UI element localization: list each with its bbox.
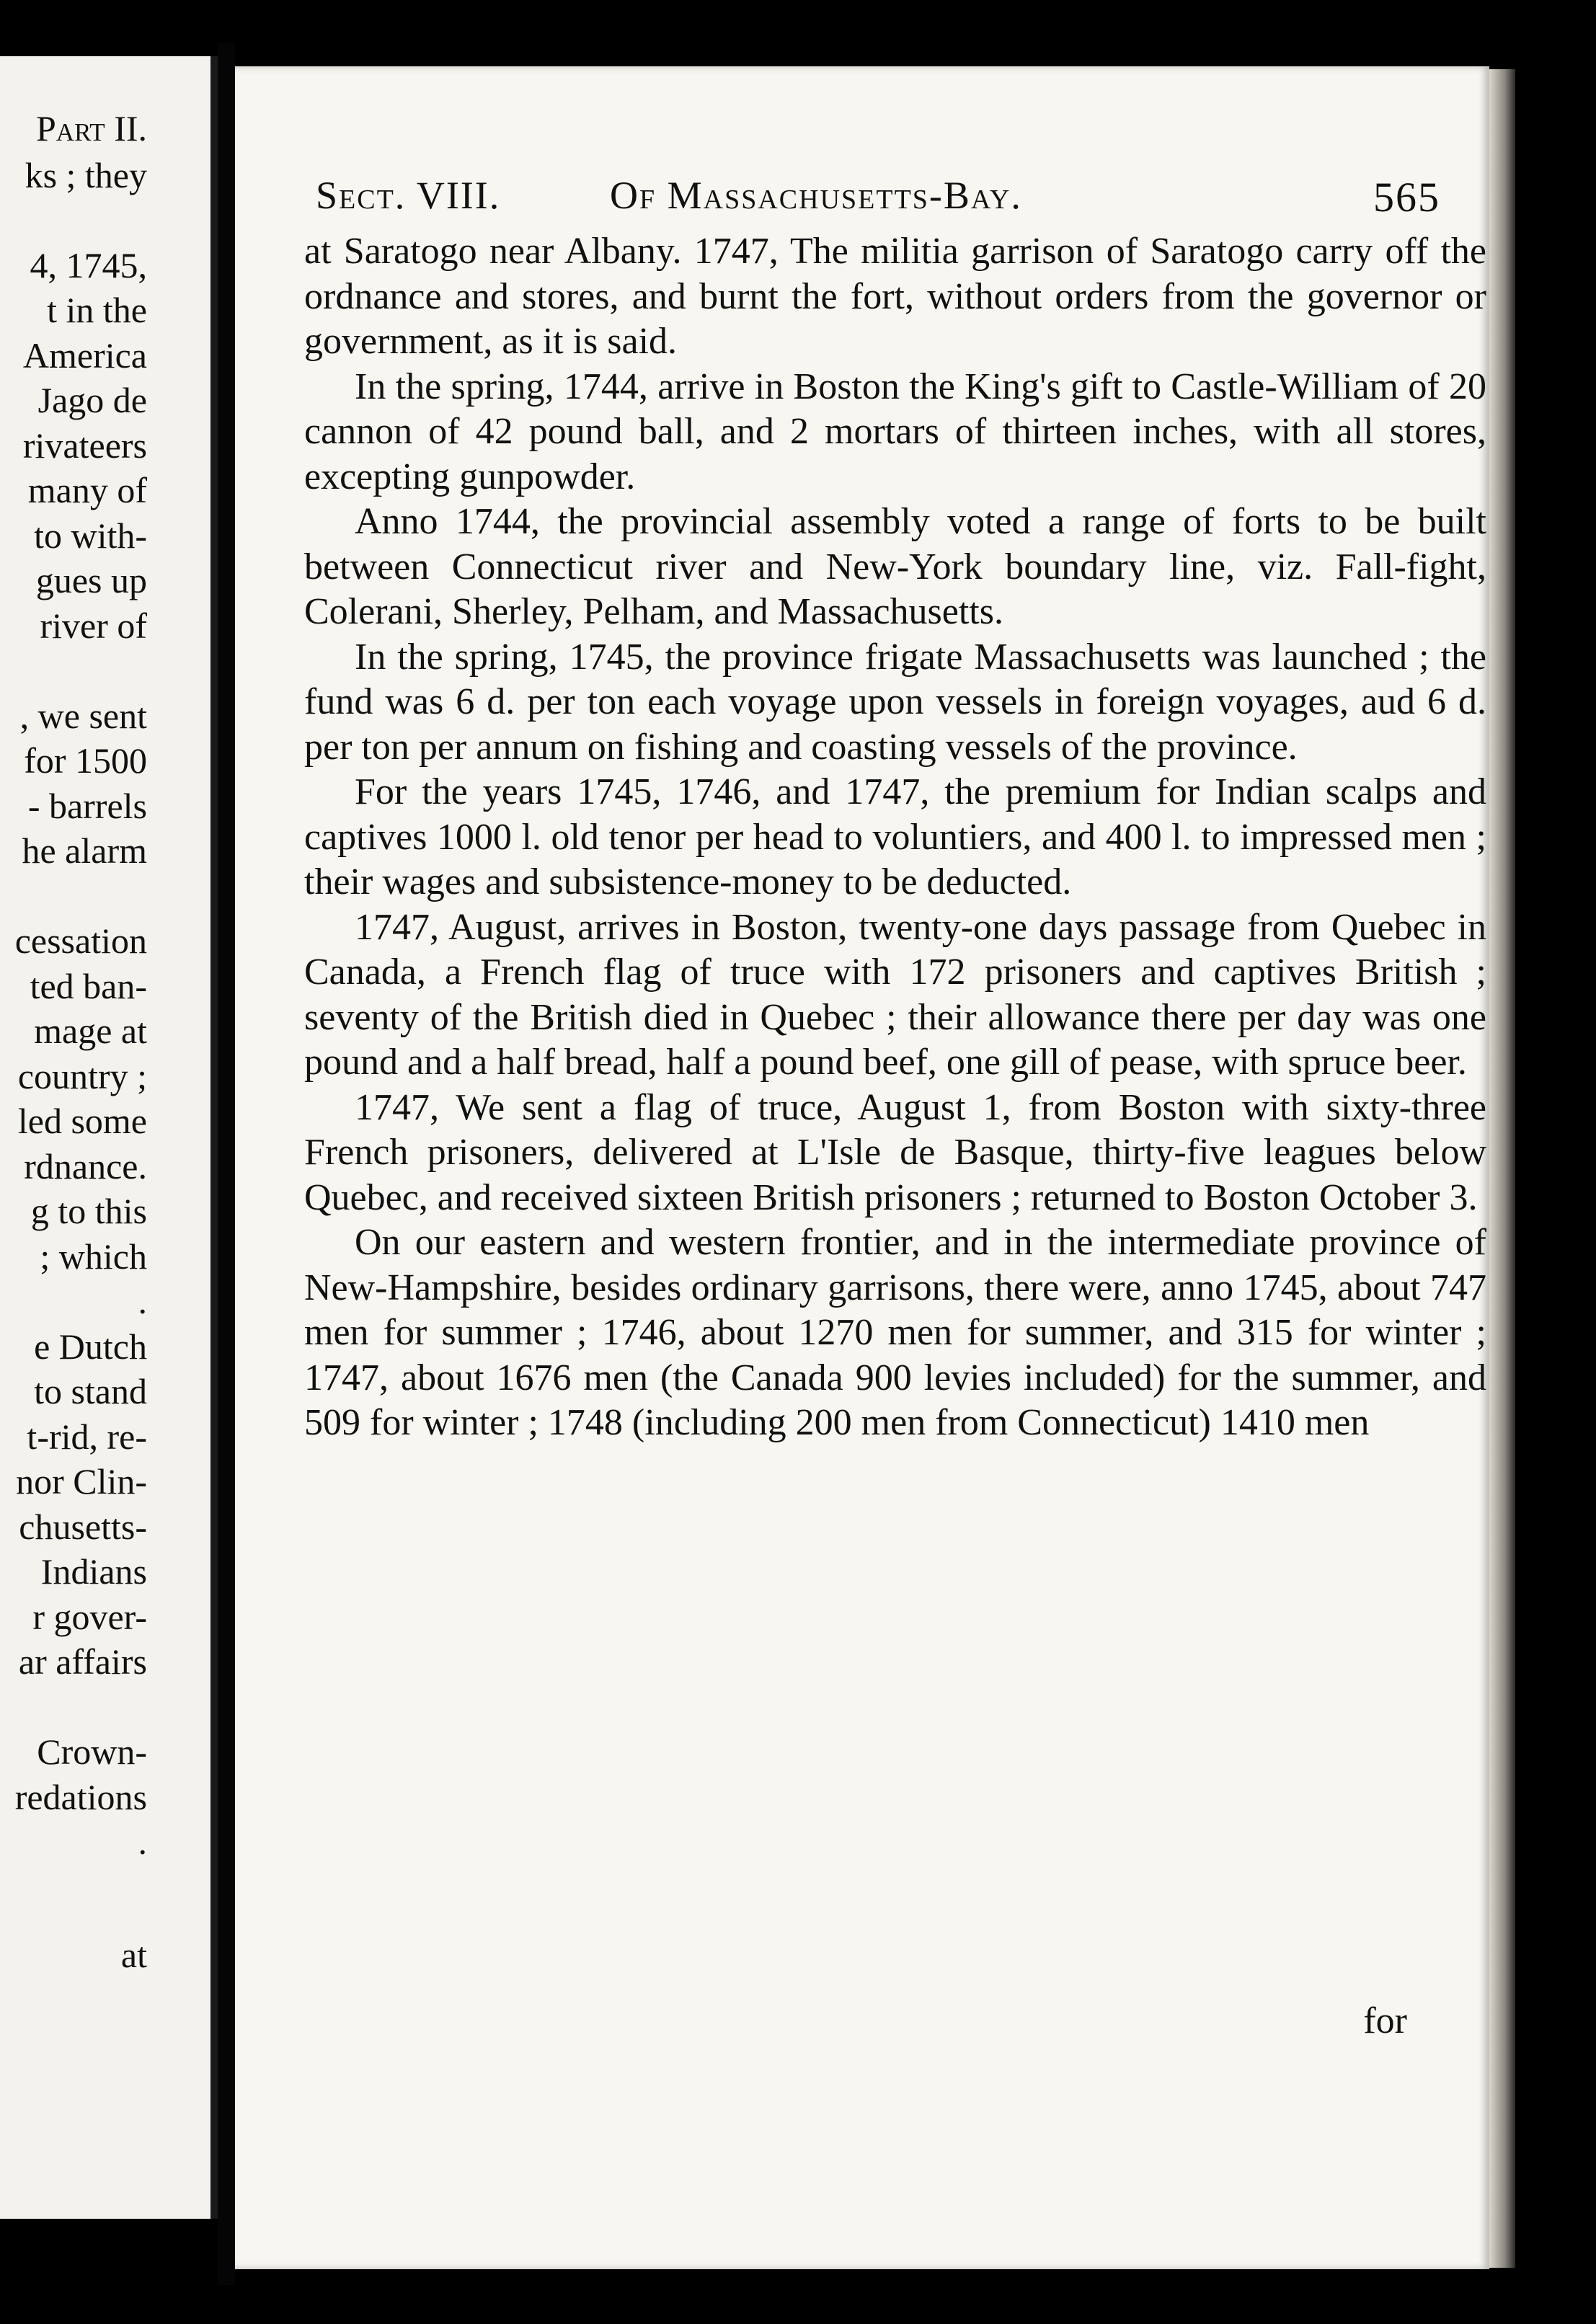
left-page-line: Part II.: [35, 108, 147, 148]
paragraph: For the years 1745, 1746, and 1747, the premium for Indian scalps and captives 1000 l. old tenor per head to voluntiers, and 400 l. to impressed men ; their wages and subsistence-money to be deducted.: [304, 771, 1486, 902]
left-page-line: 4, 1745,: [30, 244, 147, 285]
left-page-line: t-rid, re-: [27, 1416, 147, 1457]
left-page-line: river of: [40, 605, 147, 646]
section-label: Sect. VIII.: [316, 174, 501, 217]
left-page-line: .: [138, 1822, 147, 1862]
left-page-line: cessation: [14, 921, 147, 961]
left-page-line: to stand: [34, 1371, 147, 1411]
body-text: [304, 229, 1486, 1446]
left-page-line: t in the: [47, 290, 147, 330]
left-page-line: America: [22, 334, 147, 376]
page-number: 565: [1373, 174, 1440, 221]
paragraph: In the spring, 1745, the province frigate Massachusetts was launched ; the fund was 6 d. per ton each voyage upon vessels in foreign voyages, aud 6 d. per ton per annum on fishing and coasting vessels of the province.: [304, 636, 1486, 768]
left-page-line: rdnance.: [24, 1145, 147, 1187]
left-page-line: - barrels: [27, 785, 147, 826]
left-page-line: g to this: [30, 1191, 147, 1231]
catchword: for: [1363, 2000, 1407, 2041]
left-page-line: chusetts-: [19, 1506, 147, 1547]
left-page-line: for 1500: [24, 740, 147, 781]
left-page-line: ar affairs: [18, 1641, 147, 1682]
left-page-line: Crown-: [37, 1731, 147, 1772]
left-page-line: at: [120, 1935, 147, 1975]
paragraph: In the spring, 1744, arrive in Boston the King's gift to Castle-William of 20 cannon of 42 pound ball, and 2 mortars of thirteen inches, with all stores, excepting gunpowder.: [304, 365, 1486, 497]
left-page-line: country ;: [17, 1055, 147, 1096]
left-page-line: e Dutch: [34, 1326, 147, 1367]
paragraph: 1747, We sent a flag of truce, August 1, from Boston with sixty-three French prisoners, delivered at L'Isle de Basque, thirty-five leagues below Quebec, and received sixteen British prisoners ; returned to Boston October 3.: [304, 1086, 1486, 1218]
left-page-line: nor Clin-: [16, 1461, 147, 1502]
left-page-line: to with-: [34, 515, 147, 556]
page-edge: [1489, 69, 1515, 2268]
paragraph: Anno 1744, the provincial assembly voted a range of forts to be built between Connecticut river and New-York boundary line, viz. Fall-fight, Colerani, Sherley, Pelham, and Massachusetts.: [304, 501, 1486, 632]
left-page-line: many of: [27, 470, 147, 510]
page: [235, 66, 1489, 2269]
left-page-line: r gover-: [32, 1596, 147, 1637]
left-page-line: ks ; they: [25, 154, 147, 195]
left-page-line: gues up: [35, 560, 147, 600]
book-gutter: [218, 43, 235, 2285]
paragraph: 1747, August, arrives in Boston, twenty-one days passage from Quebec in Canada, a French flag of truce with 172 prisoners and captives British ; seventy of the British died in Quebec ; their allowance there per day was one pound and a half bread, half a pound beef, one gill of pease, with spruce beer.: [304, 906, 1486, 1083]
left-page-line: , we sent: [19, 695, 147, 736]
left-page-line: .: [138, 1281, 147, 1321]
left-page-line: rivateers: [22, 425, 147, 466]
left-page-line: redations: [14, 1776, 147, 1817]
left-page-line: ted ban-: [30, 965, 147, 1006]
paragraph: at Saratogo near Albany. 1747, The militia garrison of Saratogo carry off the ordnance and stores, and burnt the fort, without orders from the governor or government, as it is said.: [304, 231, 1486, 362]
page-title: Of Massachusetts-Bay.: [610, 174, 1022, 217]
running-head: [316, 173, 1484, 231]
left-page-line: mage at: [34, 1011, 147, 1051]
left-page-line: Jago de: [37, 380, 147, 420]
left-page-line: he alarm: [22, 830, 147, 871]
left-page-line: Indians: [40, 1551, 147, 1592]
paragraph: On our eastern and western frontier, and in the intermediate province of New-Hampshire, besides ordinary garrisons, there were, anno 1745, about 747 men for summer ; 1746, about 1270 men for summer, and 315 for winter ; 1747, about 1676 men (the Canada 900 levies included) for the summer, and 509 for winter ; 1748 (including 200 men from Connecticut) 1410 men: [304, 1222, 1486, 1443]
left-page-line: led some: [17, 1101, 147, 1141]
left-page-line: ; which: [40, 1236, 147, 1277]
previous-page-fragment: [0, 56, 218, 2219]
